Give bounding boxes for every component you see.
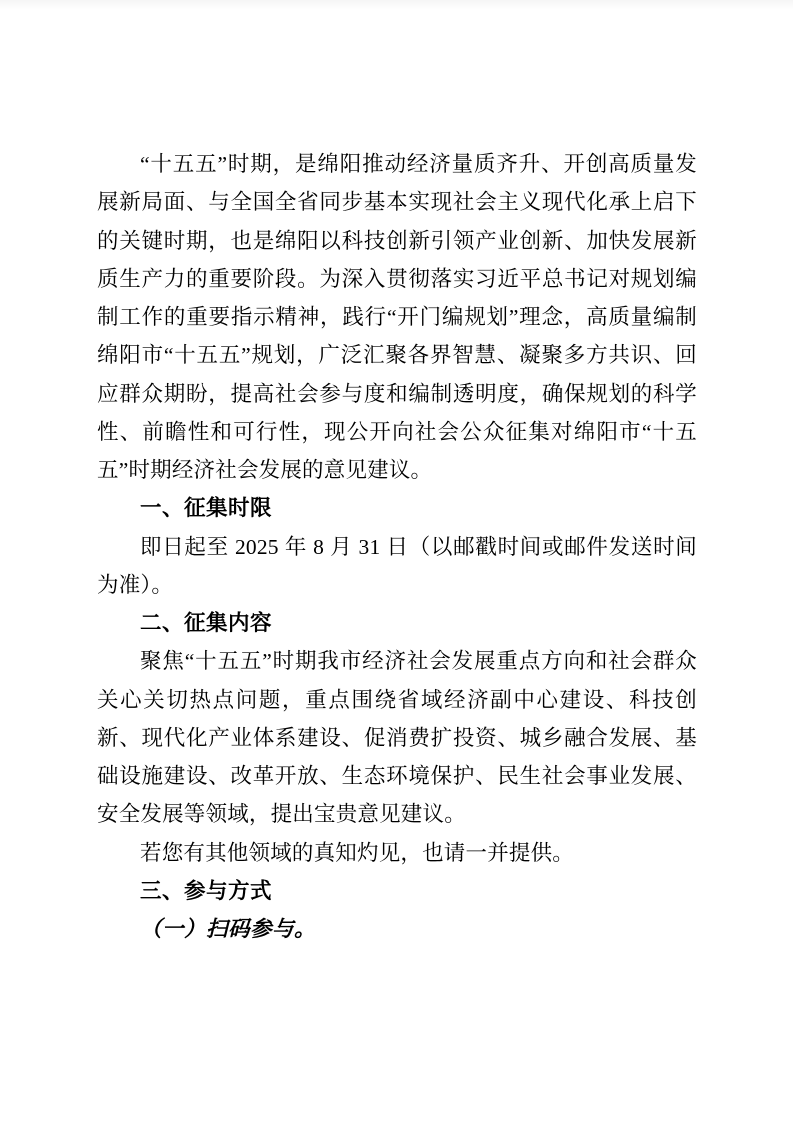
other-suggestions-paragraph: 若您有其他领域的真知灼见，也请一并提供。 [140, 840, 575, 865]
scan-code-subheading: （一）扫码参与。 [140, 917, 317, 941]
section-2-heading: 二、征集内容 [140, 611, 273, 635]
deadline-paragraph: 即日起至 2025 年 8 月 31 日（以邮戳时间或邮件发送时间为准）。 [97, 534, 697, 597]
intro-paragraph: “十五五”时期，是绵阳推动经济量质齐升、开创高质量发展新局面、与全国全省同步基本实现社会主义现代化承上启下的关键时期，也是绵阳以科技创新引领产业创新、加快发展新质生产力的重要阶段。为深入贯彻落实习近平总书记对规划编制工作的重要指示精神，践行“开门编规划”理念，高质量编制绵阳市“十五五”规划，广泛汇聚各界智慧、凝聚多方共识、回应群众期盼，提高社会参与度和编制透明度，确保规划的科学性、前瞻性和可行性，现公开向社会公众征集对绵阳市“十五五”时期经济社会发展的意见建议。 [97, 152, 697, 482]
document-body [97, 145, 697, 948]
content-scope-paragraph: 聚焦“十五五”时期我市经济社会发展重点方向和社会群众关心关切热点问题，重点围绕省域经济副中心建设、科技创新、现代化产业体系建设、促消费扩投资、城乡融合发展、基础设施建设、改革开放、生态环境保护、民生社会事业发展、安全发展等领域，提出宝贵意见建议。 [97, 649, 697, 827]
page-top-shadow [0, 0, 793, 10]
section-3-heading: 三、参与方式 [140, 878, 273, 903]
section-1-heading: 一、征集时限 [140, 496, 273, 521]
